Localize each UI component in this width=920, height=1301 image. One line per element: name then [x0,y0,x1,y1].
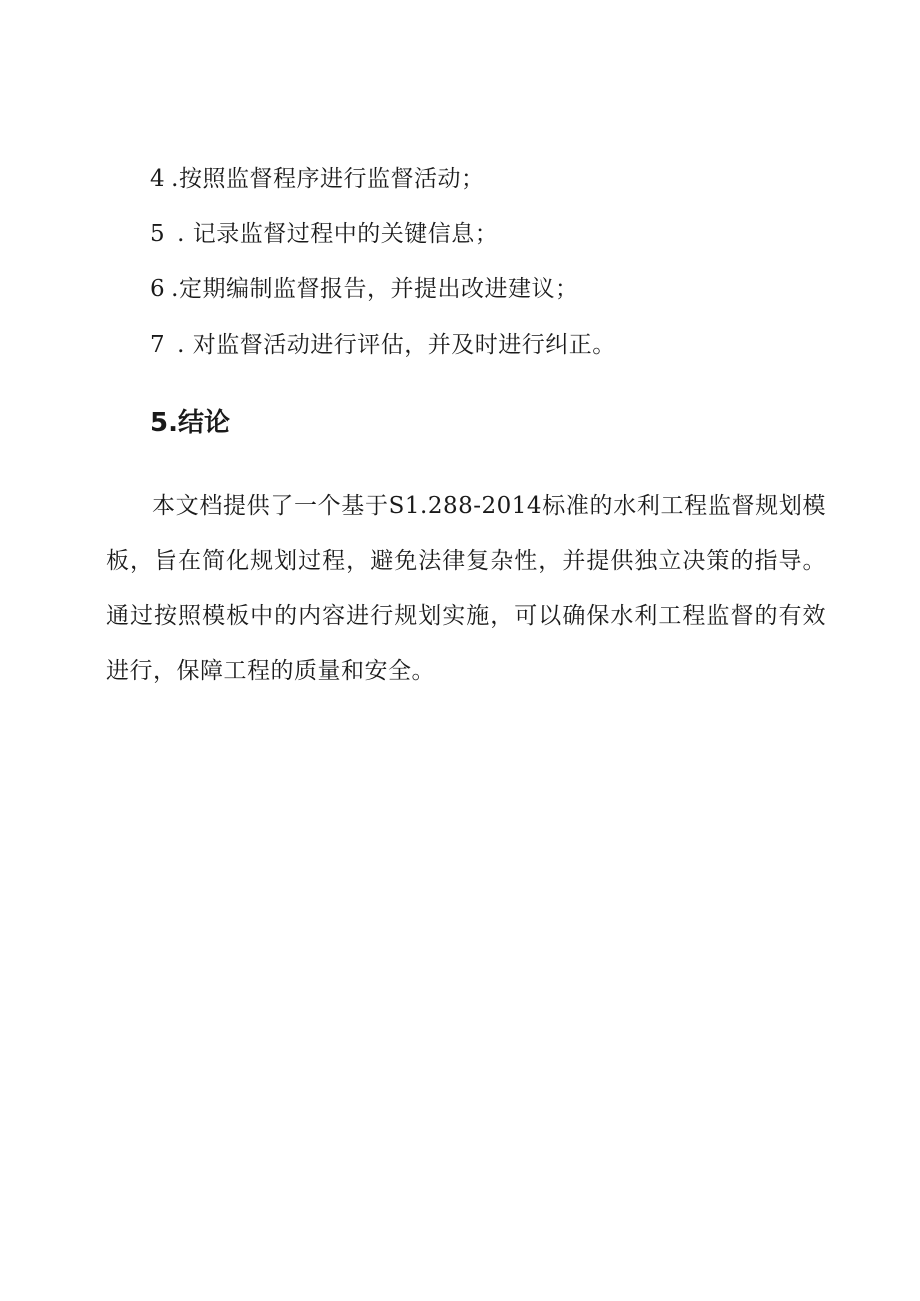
list-item-text: .按照监督程序进行监督活动； [171,166,485,192]
list-item-number: 7 [150,332,166,358]
list-item-text: .定期编制监督报告，并提出改进建议； [171,276,579,302]
list-item-number: 5 [150,221,166,247]
list-item-number: 6 [150,276,166,302]
list-item-text: . 对监督活动进行评估，并及时进行纠正。 [177,332,616,358]
list-item [150,219,498,249]
conclusion-paragraph: 本文档提供了一个基于S1.288-2014标准的水利工程监督规划模板，旨在简化规划过程，避免法律复杂性，并提供独立决策的指导。通过按照模板中的内容进行规划实施，可以确保水利工程监督的有效进行，保障工程的质量和安全。 [106,493,826,684]
list-item-text: . 记录监督过程中的关键信息； [177,221,499,247]
list-item-number: 4 [150,166,166,192]
list-item [150,330,616,360]
section-heading: 5.结论 [150,408,230,438]
list-item [150,274,578,304]
list-item [150,164,484,194]
